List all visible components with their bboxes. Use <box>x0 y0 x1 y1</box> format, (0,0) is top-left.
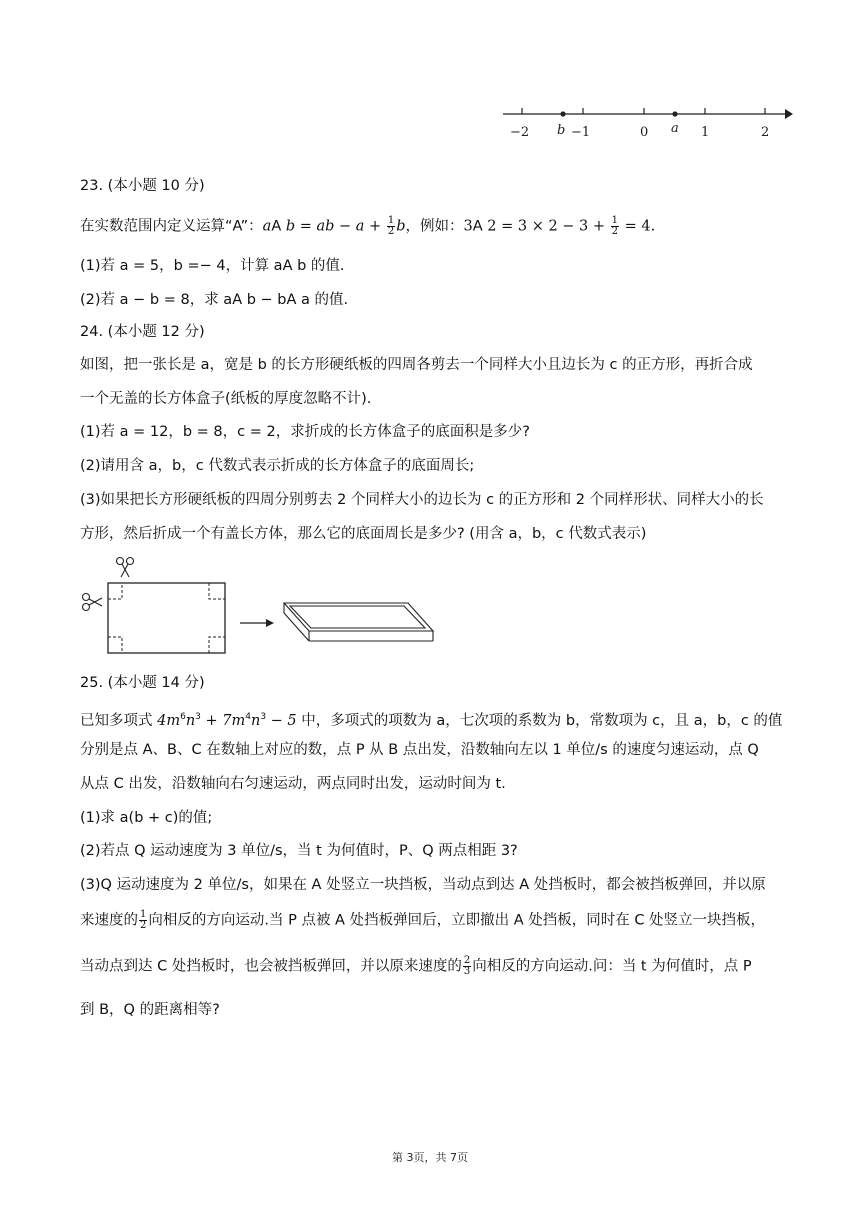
q24-part1: (1)若 a = 12，b = 8，c = 2，求折成的长方体盒子的底面积是多少? <box>80 424 530 440</box>
arrow-right-icon <box>240 619 274 627</box>
q25-line1 <box>80 707 782 731</box>
q23-definition <box>80 216 655 237</box>
tick-label: 0 <box>640 125 649 140</box>
q24-part2: (2)请用含 a，b，c 代数式表示折成的长方体盒子的底面周长; <box>80 458 475 474</box>
fraction-two-thirds: $\frac{2}{3}$ <box>463 955 471 977</box>
q25-part3-line3 <box>80 956 752 977</box>
fraction-half: $\frac{1}{2}$ <box>611 215 619 237</box>
q24-header: 24. (本小题 12 分) <box>80 324 205 340</box>
q24-text-line2: 一个无盖的长方体盒子(纸板的厚度忽略不计). <box>80 391 372 407</box>
def-expression: b = ab − a + <box>281 218 386 235</box>
q25-line3: 从点 C 出发，沿数轴向右匀速运动，两点同时出发，运动时间为 t. <box>80 776 506 792</box>
example-expr: 2 = 3 × 2 − 3 + <box>482 218 610 235</box>
def-var-a: a <box>262 218 272 235</box>
q25-text: 当动点到达 C 处挡板时，也会被挡板弹回，并以原来速度的 <box>80 958 462 975</box>
exponent: 3 <box>195 712 201 722</box>
open-box-drawing <box>284 603 433 641</box>
q25-part3-line2 <box>80 910 765 931</box>
example-label: ，例如： <box>405 218 464 235</box>
q25-part3-line4: 到 B，Q 的距离相等? <box>80 1002 220 1018</box>
fraction-half: $\frac{1}{2}$ <box>140 909 147 931</box>
tick-label: −2 <box>510 125 530 140</box>
q23-intro: 在实数范围内定义运算“ <box>80 218 233 235</box>
point-b <box>560 111 565 116</box>
q24-part3-line1: (3)如果把长方形硬纸板的四周分别剪去 2 个同样大小的边长为 c 的正方形和 2 个同样形状、同样大小的长 <box>80 492 764 508</box>
q23-header: 23. (本小题 10 分) <box>80 178 205 194</box>
q23-part2: (2)若 a − b = 8，求 aA b − bA a 的值. <box>80 292 349 308</box>
page-footer: 第 3页，共 7页 <box>392 1151 468 1164</box>
scissors-icon <box>83 594 103 611</box>
q25-header: 25. (本小题 14 分) <box>80 675 205 691</box>
exponent: 3 <box>260 712 267 722</box>
example-expr: 3 <box>463 218 473 235</box>
op-symbol: A <box>271 218 282 235</box>
q23-intro-mid: ”： <box>240 218 263 235</box>
polynomial: − 5 <box>266 712 297 729</box>
cardboard-rectangle <box>108 583 225 653</box>
box-folding-figure <box>78 555 448 660</box>
q25-part1: (1)求 a(b + c)的值; <box>80 810 213 826</box>
q25-text: 来速度的 <box>80 912 138 929</box>
point-label-a: a <box>671 121 679 136</box>
q25-text: 中，多项式的项数为 a，七次项的系数为 b，常数项为 c，且 a，b，c 的值 <box>296 712 783 729</box>
q23-part1: (1)若 a = 5，b =− 4，计算 aA b 的值. <box>80 258 345 274</box>
fraction-half: $\frac{1}{2}$ <box>387 215 395 237</box>
q25-text: 向相反的方向运动.当 P 点被 A 处挡板弹回后，立即撤出 A 处挡板，同时在 C 处竖立一块挡板， <box>148 912 766 929</box>
point-a <box>672 111 677 116</box>
polynomial: 4m <box>157 712 181 729</box>
q25-text: 向相反的方向运动.问：当 t 为何值时，点 P <box>472 958 752 975</box>
scissors-icon <box>117 558 134 578</box>
op-symbol: A <box>472 218 483 235</box>
polynomial: + 7m <box>200 712 246 729</box>
op-symbol: A <box>232 218 241 235</box>
example-expr: = 4. <box>620 218 656 235</box>
q25-text: 已知多项式 <box>80 712 158 729</box>
tick-label: 2 <box>761 125 770 140</box>
q24-text-line1: 如图，把一张长是 a，宽是 b 的长方形硬纸板的四周各剪去一个同样大小且边长为 c 的正方形，再折合成 <box>80 357 753 373</box>
number-line-figure <box>495 100 795 145</box>
q24-part3-line2: 方形，然后折成一个有盖长方体，那么它的底面周长是多少? (用含 a，b，c 代数式表示) <box>80 526 647 542</box>
point-label-b: b <box>557 123 566 138</box>
corner-cut-marks <box>108 583 225 653</box>
polynomial: n <box>185 712 196 729</box>
tick-label: −1 <box>571 125 591 140</box>
q25-line2: 分别是点 A、B、C 在数轴上对应的数，点 P 从 B 点出发，沿数轴向左以 1 单位/s 的速度匀速运动，点 Q <box>80 742 759 758</box>
q25-part3-line1: (3)Q 运动速度为 2 单位/s，如果在 A 处竖立一块挡板，当动点到达 A 处挡板时，都会被挡板弹回，并以原 <box>80 877 766 893</box>
tick-label: 1 <box>701 125 710 140</box>
exponent: 6 <box>180 712 186 722</box>
exponent: 4 <box>245 712 251 722</box>
polynomial: n <box>250 712 261 729</box>
def-var-b: b <box>396 218 406 235</box>
q25-part2: (2)若点 Q 运动速度为 3 单位/s，当 t 为何值时，P、Q 两点相距 3? <box>80 843 518 859</box>
